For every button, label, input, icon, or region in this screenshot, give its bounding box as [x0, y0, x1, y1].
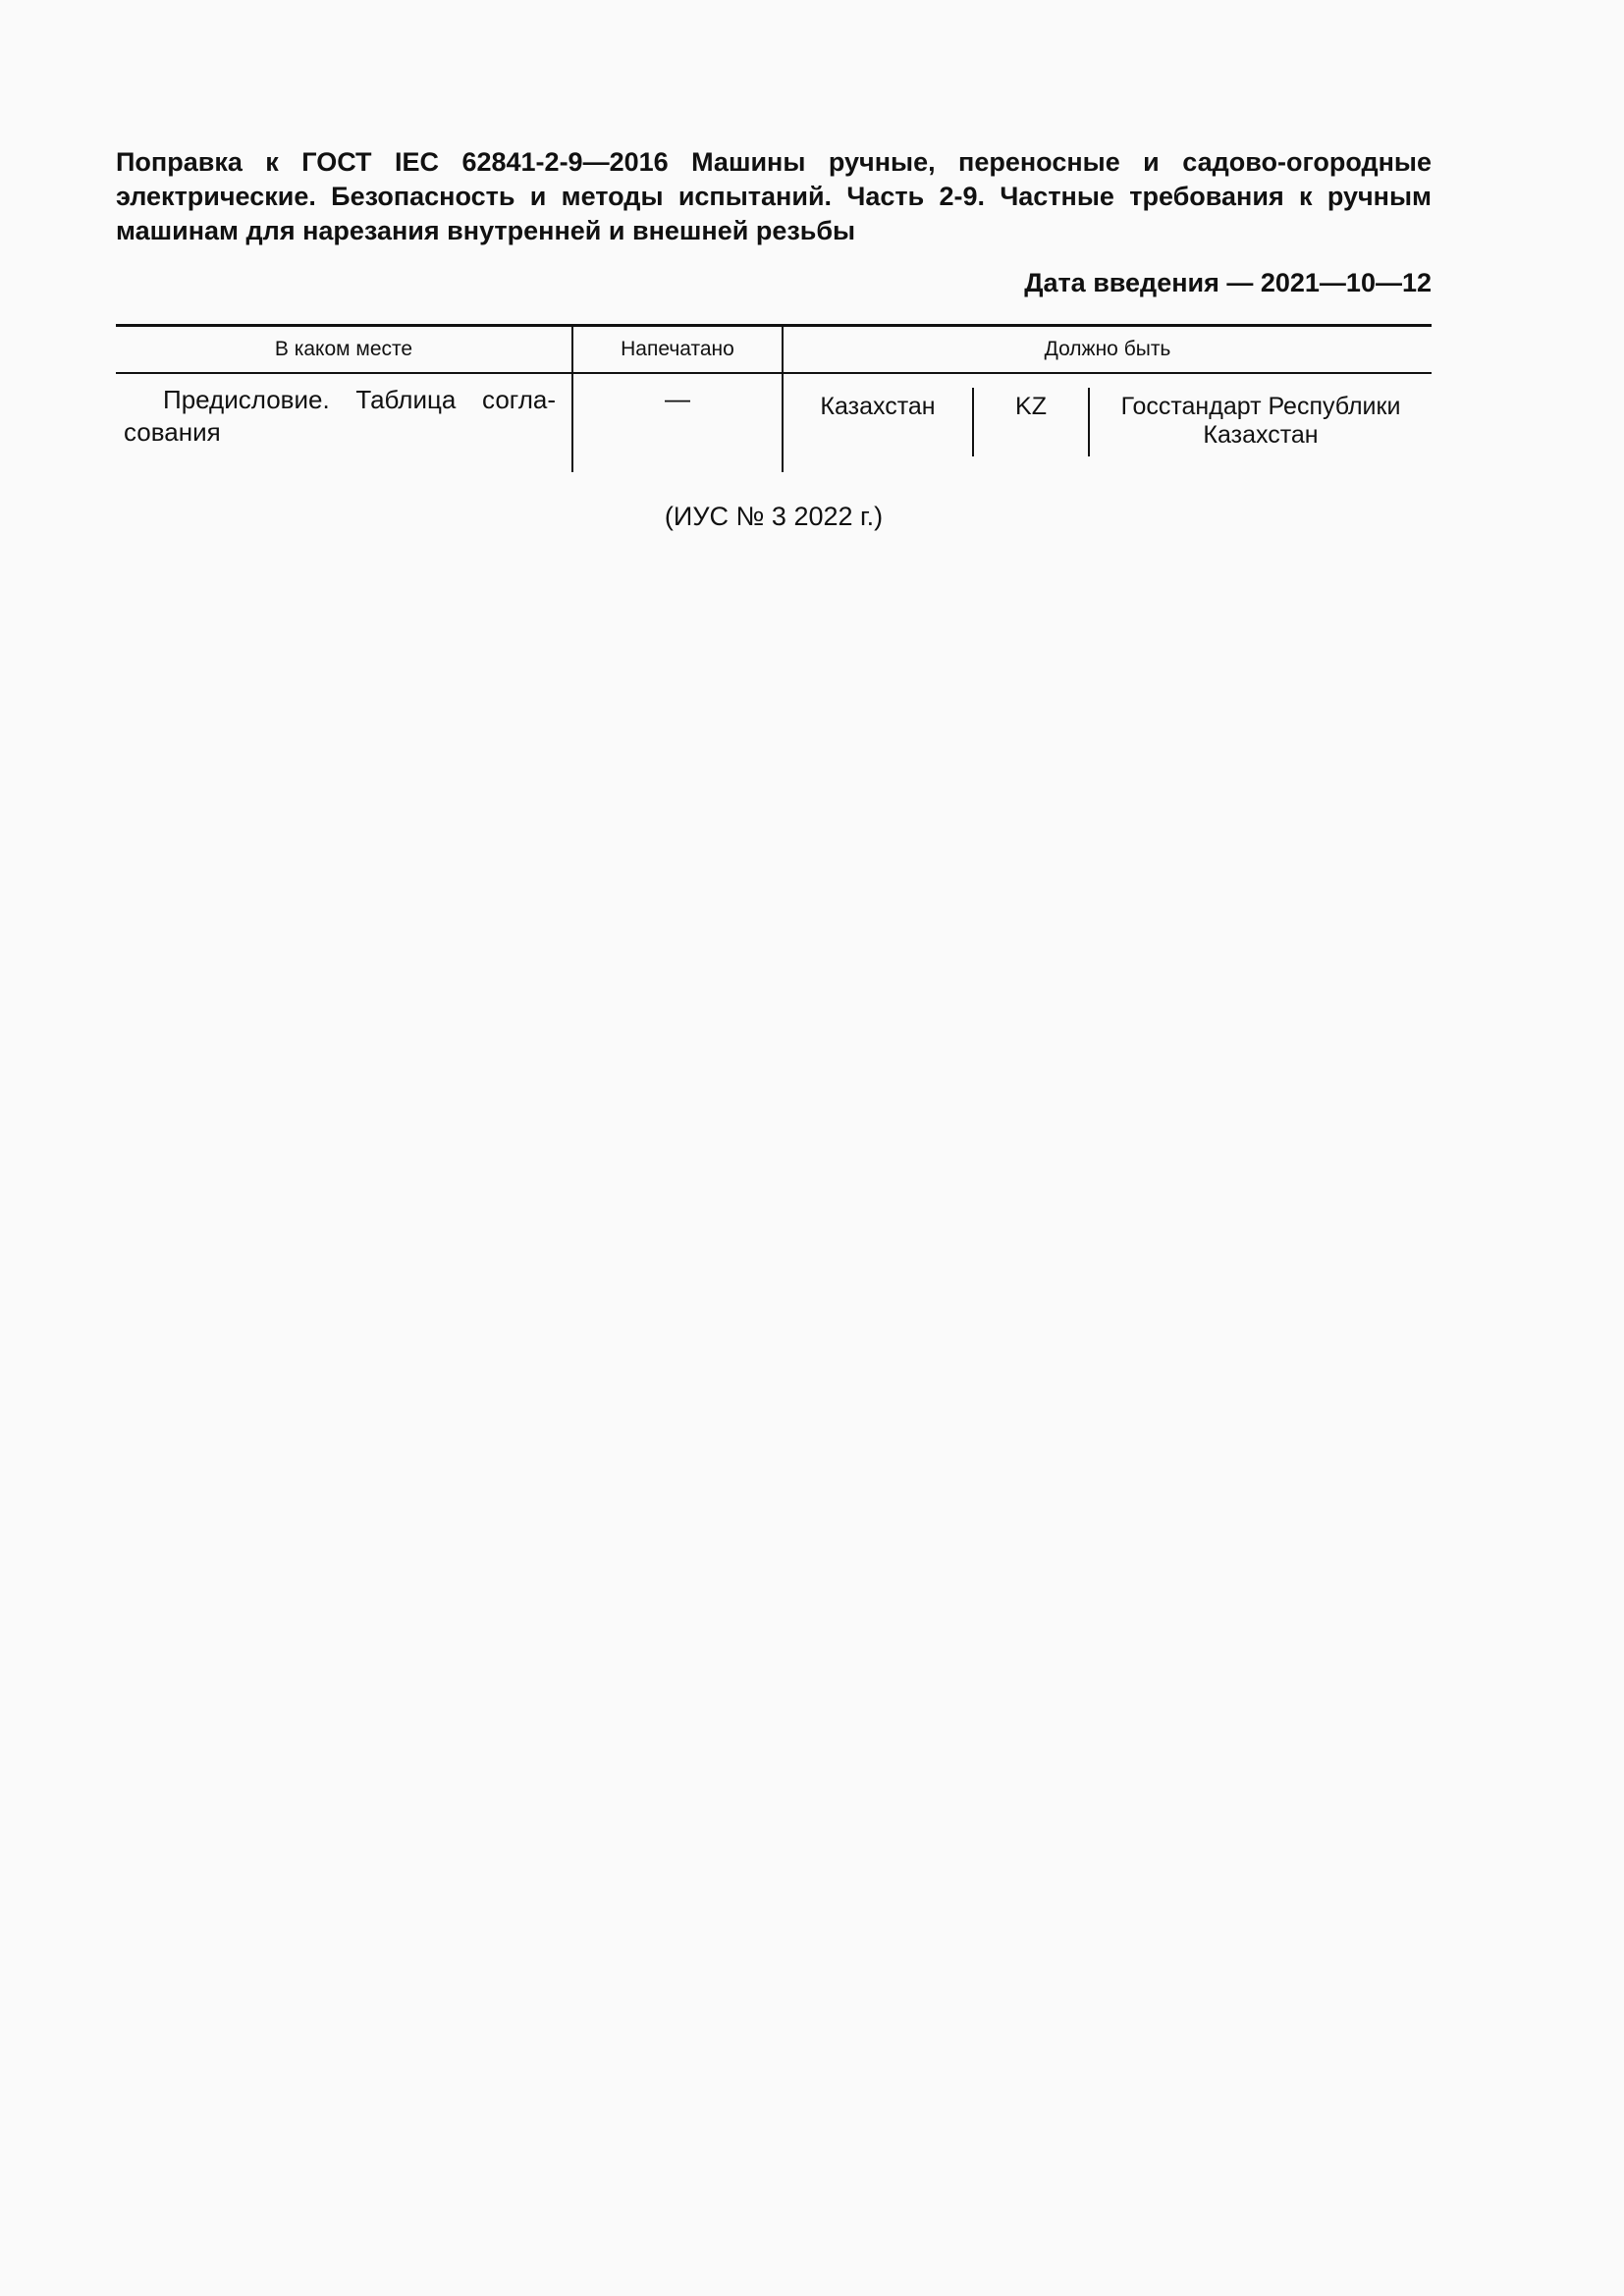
header-should-be: Должно быть: [783, 326, 1432, 374]
printed-text: —: [665, 384, 690, 413]
table-header-row: [116, 326, 1432, 374]
document-page: [116, 145, 1432, 532]
where-text: Предисловие. Таблица согла-сования: [124, 385, 556, 447]
source-note: (ИУС № 3 2022 г.): [664, 502, 884, 531]
standards-body: Госстандарт Республики Казахстан: [1120, 393, 1401, 449]
table-row: [116, 373, 1432, 472]
country-name: Казахстан: [784, 388, 974, 456]
amendment-table: [116, 324, 1432, 472]
effective-date: Дата введения — 2021—10—12: [1024, 268, 1432, 297]
cell-where: [116, 373, 572, 472]
should-be-subtable: [784, 374, 1432, 456]
cell-printed: [572, 373, 783, 472]
header-where: В каком месте: [116, 326, 572, 374]
cell-should-be: [783, 373, 1432, 472]
document-title: Поправка к ГОСТ IEC 62841-2-9—2016 Машины ручные, переносные и садово-огородные электрические. Безопасность и методы испытаний. Часть 2-9. Частные требования к ручным машинам для нарезания внутренней и внешней резьбы: [116, 147, 1432, 245]
country-code: KZ: [974, 388, 1090, 456]
header-printed: Напечатано: [572, 326, 783, 374]
